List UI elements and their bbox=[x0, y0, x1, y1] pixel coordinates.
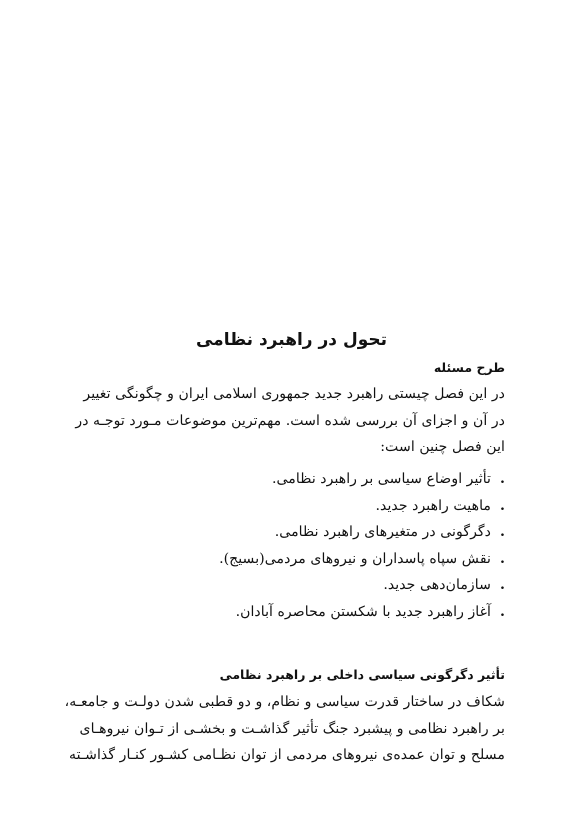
intro-paragraph bbox=[75, 381, 505, 461]
list-item bbox=[75, 519, 505, 546]
bullet-marker: . bbox=[500, 550, 505, 567]
list-item bbox=[75, 572, 505, 599]
topics-list bbox=[75, 466, 505, 625]
list-item-text: آغاز راهبرد جدید با شکستن محاصره آبادان. bbox=[235, 603, 491, 620]
list-item bbox=[75, 546, 505, 573]
section-heading-problem: طرح مسئله bbox=[433, 360, 505, 375]
paragraph-line: مسلح و توان عمده‌ی نیروهای مردمی از توان نظـامی کشـور کنـار گذاشـته bbox=[69, 747, 505, 763]
bullet-marker: . bbox=[500, 577, 505, 593]
bullet-marker: . bbox=[500, 471, 505, 487]
section-heading-political-change: تأثیر دگرگونی سیاسی داخلی بر راهبرد نظامی bbox=[219, 667, 505, 682]
bullet-marker: . bbox=[500, 497, 505, 514]
paragraph-line: این فصل چنین است: bbox=[380, 439, 505, 455]
bullet-marker: . bbox=[500, 603, 505, 620]
paragraph-line: در آن و اجزای آن بررسی شده است. مهم‌ترین موضوعات مـورد توجـه در bbox=[75, 412, 505, 429]
bullet-marker: . bbox=[500, 524, 505, 540]
list-item-text: ماهیت راهبرد جدید. bbox=[375, 497, 491, 514]
list-item bbox=[75, 466, 505, 493]
list-item-text: دگرگونی در متغیرهای راهبرد نظامی. bbox=[274, 524, 491, 540]
paragraph-line: بر راهبرد نظامی و پیشبرد جنگ تأثیر گذاشـت و بخشـی از تـوان نیروهـای bbox=[79, 720, 505, 737]
body-paragraph bbox=[64, 689, 505, 769]
list-item-text: سازمان‌دهی جدید. bbox=[383, 577, 491, 593]
paragraph-line: شکاف در ساختار قدرت سیاسی و نظام، و دو قطبی شدن دولـت و جامعـه، bbox=[64, 694, 505, 710]
list-item-text: تأثیر اوضاع سیاسی بر راهبرد نظامی. bbox=[271, 471, 491, 487]
paragraph-line: در این فصل چیستی راهبرد جدید جمهوری اسلامی ایران و چگونگی تغییر bbox=[83, 386, 505, 402]
list-item-text: نقش سپاه پاسداران و نیروهای مردمی(بسیج). bbox=[219, 550, 491, 567]
list-item bbox=[75, 599, 505, 626]
chapter-title: تحول در راهبرد نظامی bbox=[195, 330, 387, 350]
list-item bbox=[75, 493, 505, 520]
